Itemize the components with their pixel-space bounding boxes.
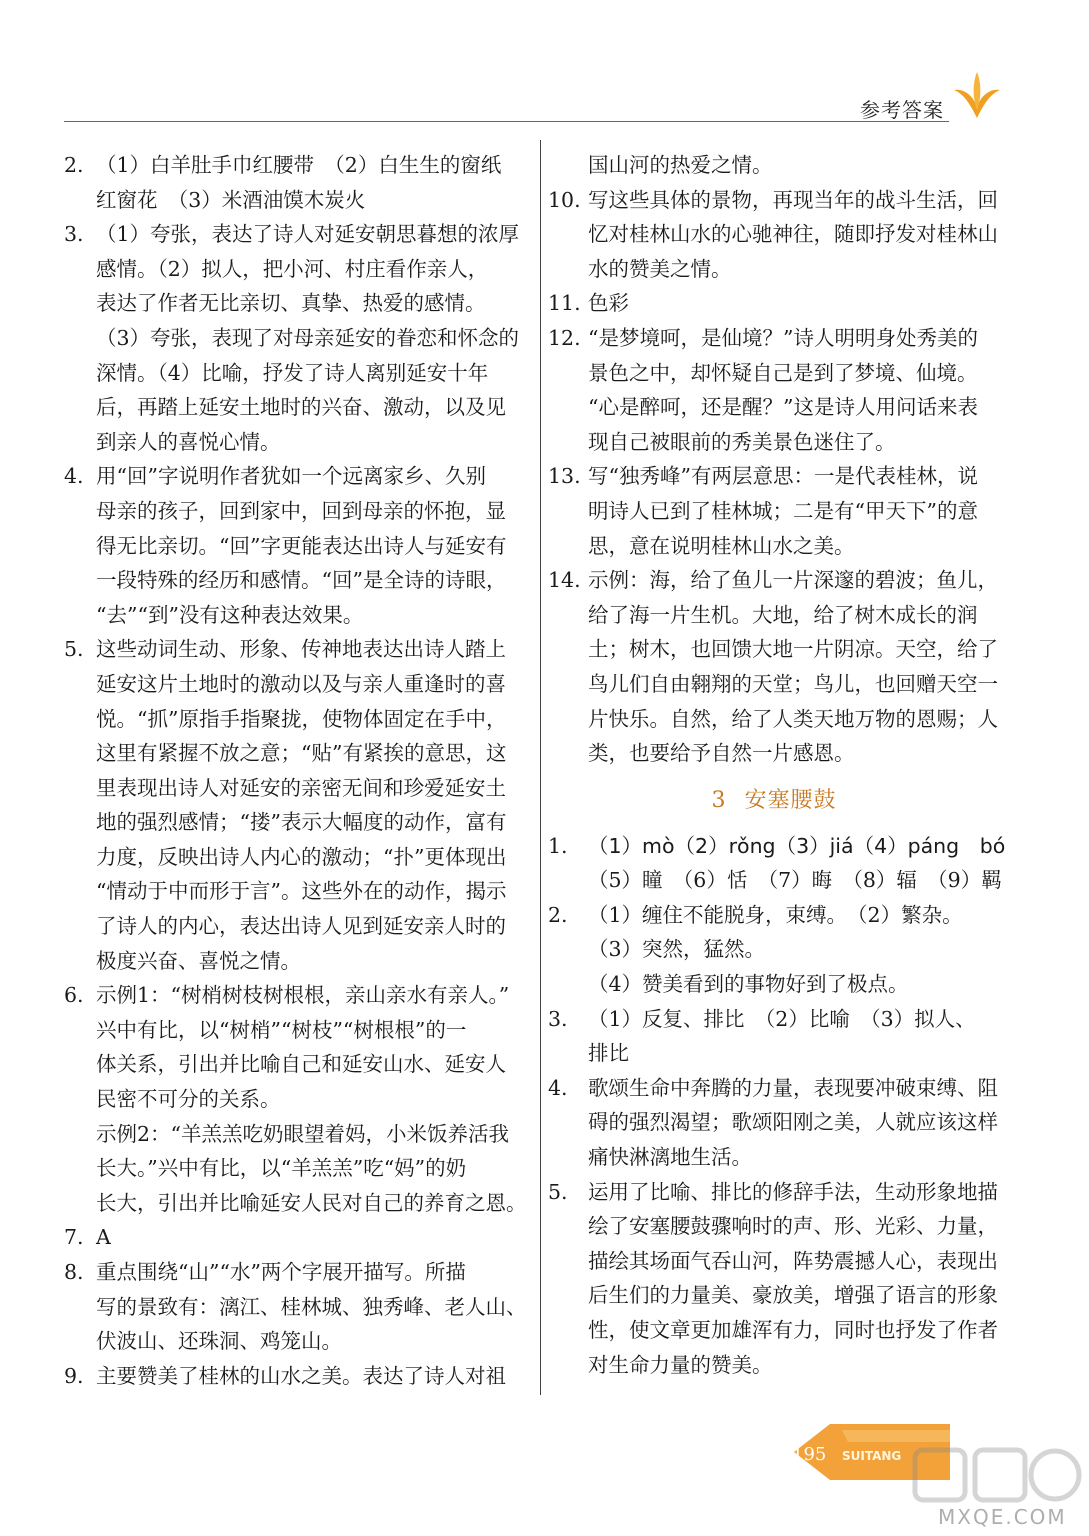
- answer-line: 描绘其场面气吞山河，阵势震撼人心，表现出: [588, 1248, 998, 1273]
- answer-line: 兴中有比，以“树梢”“树枝”“树根根”的一: [96, 1017, 467, 1042]
- answer-line: 对生命力量的赞美。: [588, 1352, 773, 1377]
- item-number: 6.: [64, 983, 84, 1008]
- answer-line: 长大。”兴中有比，以“羊羔羔”吃“妈”的奶: [96, 1156, 467, 1181]
- answer-item: [548, 321, 1000, 459]
- answer-line: 景色之中，却怀疑自己是到了梦境、仙境。: [588, 360, 978, 385]
- answer-item: [64, 459, 524, 632]
- answer-item: [548, 183, 1000, 287]
- answer-line: 长大，引出并比喻延安人民对自己的养育之恩。: [96, 1190, 527, 1215]
- item-number: 3.: [548, 1006, 568, 1031]
- item-number: 5.: [548, 1179, 568, 1204]
- answer-line: 明诗人已到了桂林城；二是有“甲天下”的意: [588, 498, 978, 523]
- answer-line: 写这些具体的景物，再现当年的战斗生活，回: [588, 187, 998, 212]
- answer-item: [548, 1002, 1000, 1071]
- answer-line: （3）突然，猛然。: [588, 937, 766, 962]
- answer-item: [548, 563, 1000, 771]
- item-number: 12.: [548, 325, 581, 350]
- answer-line: 这里有紧握不放之意；“贴”有紧挨的意思，这: [96, 741, 507, 766]
- answer-line: 写的景致有：漓江、桂林城、独秀峰、老人山、: [96, 1294, 527, 1319]
- section-heading: [548, 783, 1000, 819]
- answer-line: 民密不可分的关系。: [96, 1087, 281, 1112]
- answer-line: 一段特殊的经历和感情。“回”是全诗的诗眼，: [96, 568, 507, 593]
- answer-line: 歌颂生命中奔腾的力量，表现要冲破束缚、阻: [588, 1075, 998, 1100]
- answer-line: 得无比亲切。“回”字更能表达出诗人与延安有: [96, 533, 507, 558]
- header-title: 参考答案: [860, 98, 944, 122]
- answer-line: 红窗花 （3）米酒油馍木炭火: [96, 187, 366, 212]
- header-rule: [64, 121, 949, 122]
- answer-line: 地的强烈感情；“搂”表示大幅度的动作，富有: [96, 810, 507, 835]
- answer-line: 土；树木，也回馈大地一片阴凉。天空，给了: [588, 637, 998, 662]
- section-title: 安塞腰鼓: [744, 787, 837, 813]
- answer-line: 给了海一片生机。大地，给了树木成长的润: [588, 602, 978, 627]
- continued-line: 国山河的热爱之情。: [588, 153, 773, 177]
- answer-item: [548, 1175, 1000, 1383]
- item-number: 8.: [64, 1260, 84, 1284]
- item-number: 13.: [548, 464, 581, 489]
- answer-item: [548, 1071, 1000, 1175]
- item-number: 7.: [64, 1225, 84, 1250]
- answer-line: 示例：海，给了鱼儿一片深邃的碧波；鱼儿，: [588, 568, 998, 593]
- item-number: 5.: [64, 637, 84, 662]
- item-number: 3.: [64, 222, 84, 247]
- answer-line: 排比: [588, 1041, 629, 1066]
- answer-item: [64, 1359, 524, 1394]
- answer-line: 痛快淋漓地生活。: [588, 1145, 752, 1170]
- answer-line: 运用了比喻、排比的修辞手法，生动形象地描: [588, 1179, 998, 1204]
- answer-item: [548, 286, 1000, 321]
- answer-item: [64, 978, 527, 1220]
- section-number: 3: [711, 787, 727, 813]
- item-number: 14.: [548, 568, 581, 593]
- item-number: 10.: [548, 187, 581, 212]
- item-number: 4.: [548, 1075, 568, 1100]
- answer-line: 水的赞美之情。: [588, 256, 732, 281]
- answer-line: 碍的强烈渴望；歌颂阳刚之美，人就应该这样: [588, 1110, 998, 1135]
- answer-line: 用“回”字说明作者犹如一个远离家乡、久别: [96, 464, 486, 489]
- answer-line: 色彩: [588, 291, 629, 316]
- item-number: 11.: [548, 291, 581, 316]
- answer-line: 思，意在说明桂林山水之美。: [588, 533, 855, 558]
- answer-line: 绘了安塞腰鼓骤响时的声、形、光彩、力量，: [588, 1214, 998, 1239]
- answer-line: 了诗人的内心，表达出诗人见到延安亲人时的: [96, 914, 506, 939]
- answer-item: [548, 898, 1000, 1002]
- right-column: [548, 148, 1006, 1382]
- answer-item: [548, 459, 1000, 563]
- answer-line: 示例1：“树梢树枝树根根，亲山亲水有亲人。”: [96, 983, 510, 1008]
- item-number: 2.: [64, 153, 84, 177]
- answer-line: 主要赞美了桂林的山水之美。表达了诗人对祖: [96, 1363, 506, 1388]
- answer-line: 里表现出诗人对延安的亲密无间和珍爱延安土: [96, 775, 506, 800]
- answer-line: “情动于中而形于言”。这些外在的动作，揭示: [96, 879, 507, 904]
- answer-line: 伏波山、还珠洞、鸡笼山。: [96, 1329, 342, 1354]
- column-divider: [540, 140, 541, 1395]
- answer-line: “心是醉呵，还是醒？”这是诗人用问话来表: [588, 395, 978, 420]
- item-number: 1.: [548, 833, 568, 858]
- answer-line: 片快乐。自然，给了人类天地万物的恩赐；人: [588, 706, 998, 731]
- footer-brand: SUITANG: [842, 1449, 902, 1463]
- answer-line: 到亲人的喜悦心情。: [96, 429, 281, 454]
- page-number: 195: [792, 1444, 827, 1465]
- answer-line: 鸟儿们自由翱翔的天堂；鸟儿，也回赠天空一: [588, 671, 998, 696]
- answer-line: （3）夸张，表现了对母亲延安的眷恋和怀念的: [96, 325, 520, 350]
- answer-line: 这些动词生动、形象、传神地表达出诗人踏上: [96, 637, 506, 662]
- answer-line: 悦。“抓”原指手指聚拢，使物体固定在手中，: [96, 706, 507, 731]
- answer-item: [548, 829, 1006, 898]
- answer-line: （1）夸张，表达了诗人对延安朝思暮想的浓厚: [96, 222, 520, 247]
- answer-line: 忆对桂林山水的心驰神往，随即抒发对桂林山: [588, 222, 998, 247]
- answer-line: “是梦境呵，是仙境？”诗人明明身处秀美的: [588, 325, 978, 350]
- answer-line: （1）缠住不能脱身，束缚。 （2）繁杂。: [588, 902, 963, 927]
- answer-line: 表达了作者无比亲切、真挚、热爱的感情。: [96, 291, 486, 316]
- answer-line: 延安这片土地时的激动以及与亲人重逢时的喜: [96, 671, 506, 696]
- answer-line: 体关系，引出并比喻自己和延安山水、延安人: [96, 1052, 506, 1077]
- answer-line: （1）mò（2）rǒng（3）jiá（4）páng bó: [588, 833, 1006, 858]
- answer-line: 母亲的孩子，回到家中，回到母亲的怀抱，显: [96, 498, 506, 523]
- answer-line: A: [96, 1225, 111, 1250]
- answer-item: [64, 1220, 524, 1255]
- answer-line: “去”“到”没有这种表达效果。: [96, 602, 364, 627]
- item-number: 4.: [64, 464, 84, 489]
- answer-line: 重点围绕“山”“水”两个字展开描写。所描: [96, 1260, 466, 1284]
- answer-item: [64, 632, 524, 978]
- answer-line: （1）反复、排比 （2）比喻 （3）拟人、: [588, 1006, 976, 1031]
- leaf-logo-icon: [950, 68, 1004, 122]
- answer-line: 力度，反映出诗人内心的激动；“扑”更体现出: [96, 844, 507, 869]
- answer-line: （5）瞳 （6）恬 （7）晦 （8）辐 （9）羁: [588, 868, 1002, 893]
- answer-line: 后生们的力量美、豪放美，增强了语言的形象: [588, 1283, 998, 1308]
- item-number: 9.: [64, 1363, 84, 1388]
- answer-line: 类，也要给予自然一片感恩。: [588, 741, 855, 766]
- answer-item: [64, 217, 524, 459]
- answer-item: [64, 1255, 527, 1359]
- answer-line: 现自己被眼前的秀美景色迷住了。: [588, 429, 896, 454]
- answer-line: （4）赞美看到的事物好到了极点。: [588, 972, 909, 997]
- watermark-text: MXQE.COM: [938, 1505, 1067, 1529]
- answer-line: 感情。（2）拟人，把小河、村庄看作亲人，: [96, 256, 489, 281]
- answer-line: （1）白羊肚手巾红腰带 （2）白生生的窗纸: [96, 153, 502, 177]
- answer-line: 深情。（4）比喻，抒发了诗人离别延安十年: [96, 360, 489, 385]
- answer-item: [64, 148, 524, 217]
- left-column: [64, 148, 527, 1393]
- answer-line: 示例2：“羊羔羔吃奶眼望着妈，小米饭养活我: [96, 1121, 510, 1146]
- item-number: 2.: [548, 902, 568, 927]
- answer-line: 后，再踏上延安土地时的兴奋、激动，以及见: [96, 395, 506, 420]
- answer-line: 性，使文章更加雄浑有力，同时也抒发了作者: [588, 1318, 998, 1342]
- answer-line: 写“独秀峰”有两层意思：一是代表桂林，说: [588, 464, 978, 489]
- answer-line: 极度兴奋、喜悦之情。: [96, 948, 301, 973]
